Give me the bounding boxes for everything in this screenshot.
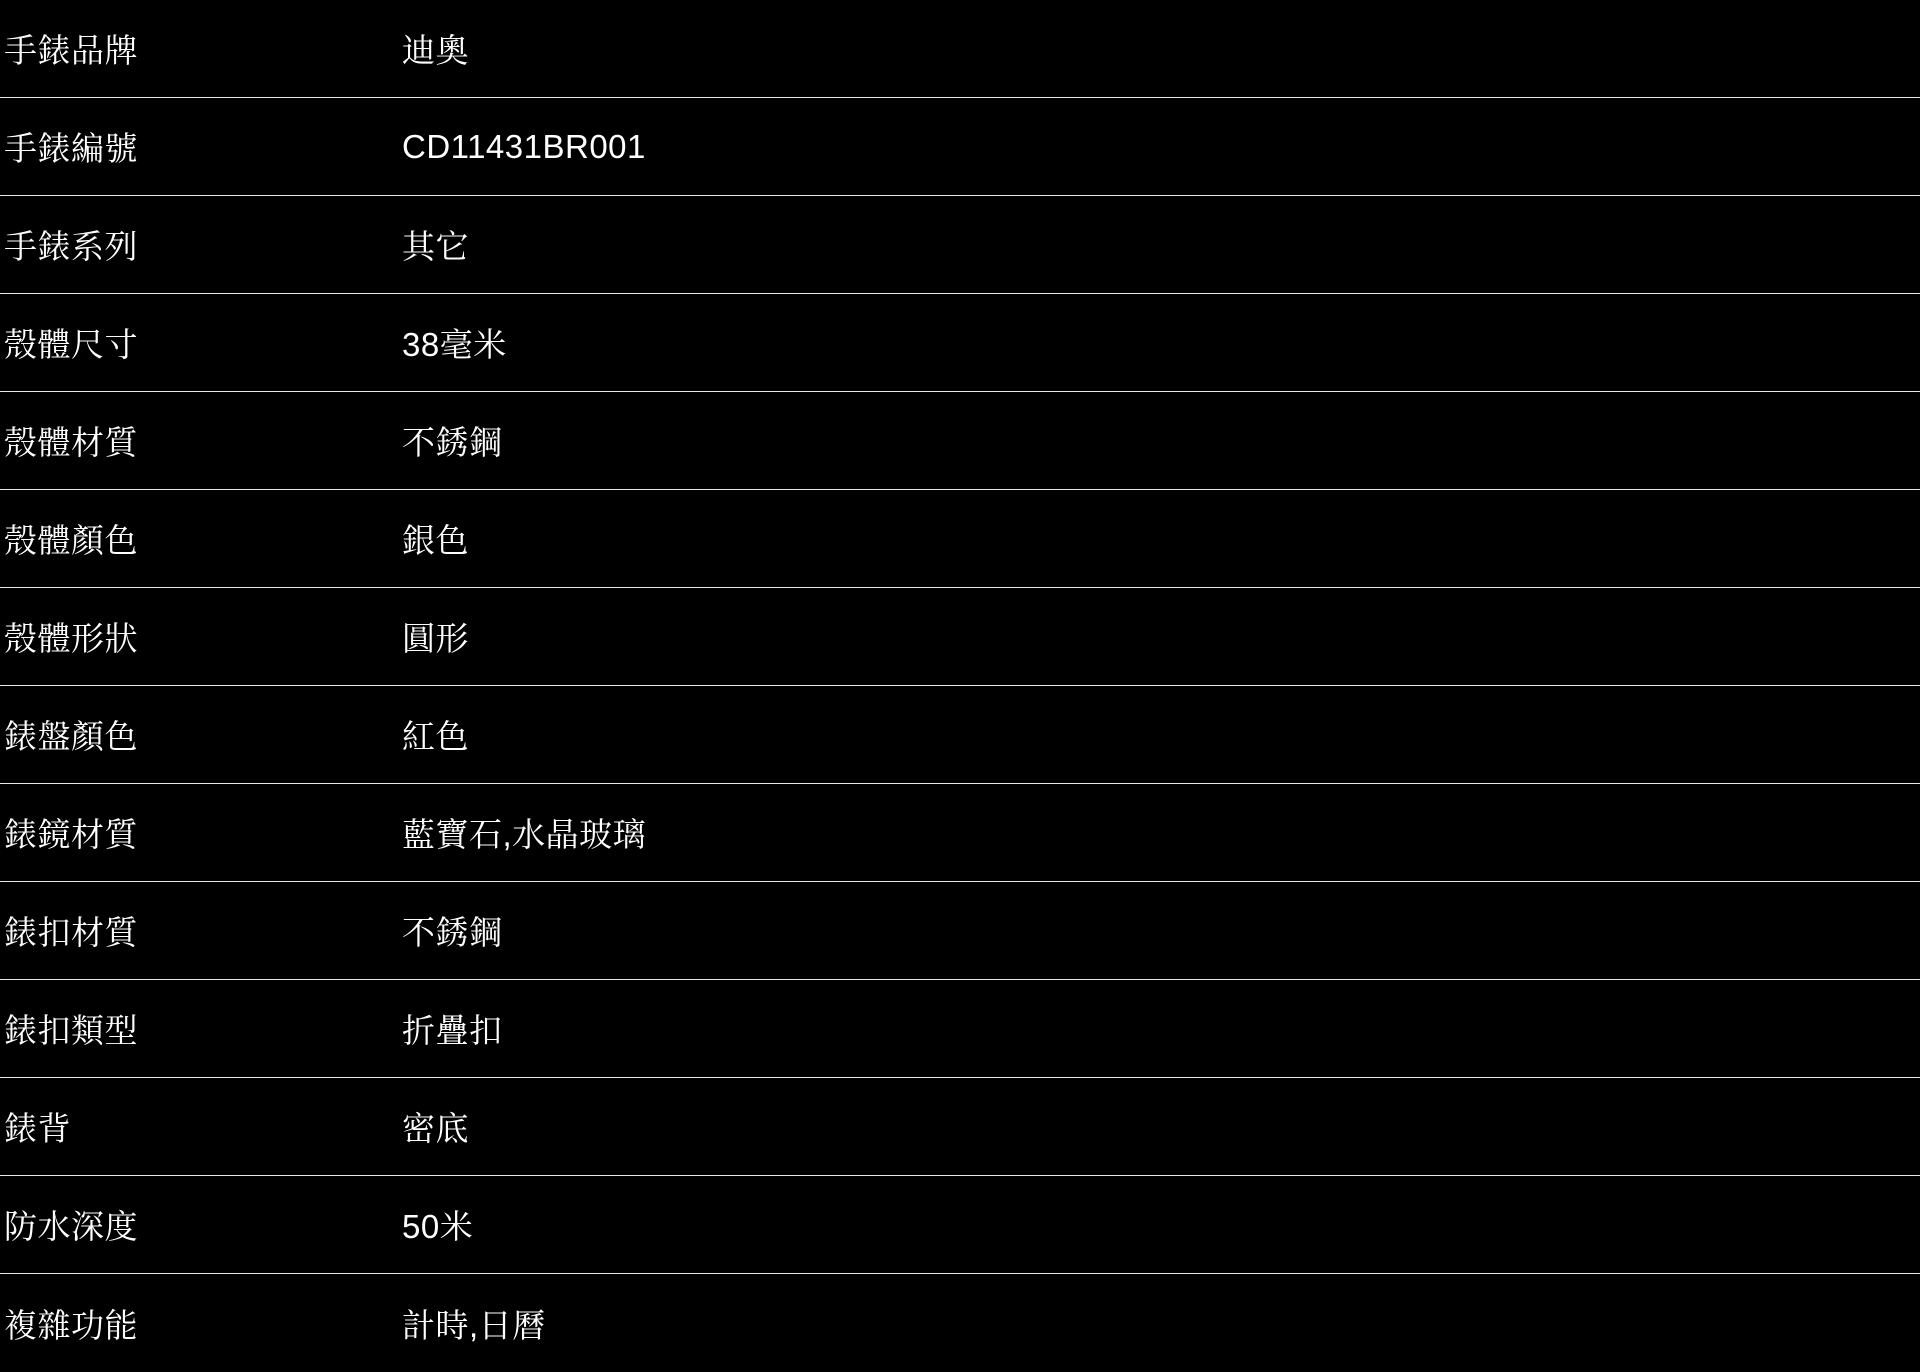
spec-row	[0, 588, 1920, 686]
spec-row	[0, 980, 1920, 1078]
spec-label: 錶扣類型	[4, 1012, 138, 1049]
spec-row	[0, 1274, 1920, 1372]
spec-label: 錶鏡材質	[4, 816, 138, 853]
spec-row	[0, 98, 1920, 196]
spec-value: 不銹鋼	[402, 424, 503, 461]
spec-value: 折疊扣	[402, 1012, 503, 1049]
spec-value: 計時,日曆	[402, 1306, 546, 1344]
spec-label: 複雜功能	[4, 1306, 138, 1344]
spec-row	[0, 392, 1920, 490]
spec-label: 殼體尺寸	[4, 326, 138, 363]
spec-label: 手錶編號	[4, 130, 138, 167]
spec-label: 錶扣材質	[4, 914, 138, 951]
spec-row	[0, 882, 1920, 980]
spec-value: 圓形	[402, 620, 469, 657]
spec-row	[0, 1078, 1920, 1176]
spec-label: 手錶系列	[4, 228, 138, 265]
spec-row	[0, 1176, 1920, 1274]
spec-value: 50米	[402, 1208, 474, 1245]
spec-value: 紅色	[402, 718, 469, 755]
spec-label: 錶背	[4, 1110, 71, 1147]
spec-label: 錶盤顏色	[4, 718, 138, 755]
spec-row	[0, 490, 1920, 588]
spec-label: 殼體材質	[4, 424, 138, 461]
spec-row	[0, 686, 1920, 784]
spec-row	[0, 784, 1920, 882]
spec-label: 殼體顏色	[4, 522, 138, 559]
spec-value: 銀色	[402, 522, 469, 559]
spec-label: 殼體形狀	[4, 620, 138, 657]
spec-row	[0, 196, 1920, 294]
spec-row	[0, 0, 1920, 98]
spec-value: 密底	[402, 1110, 469, 1147]
spec-value: 其它	[402, 228, 469, 265]
spec-value: 藍寶石,水晶玻璃	[402, 816, 647, 853]
spec-label: 防水深度	[4, 1208, 138, 1245]
spec-value: 不銹鋼	[402, 914, 503, 951]
spec-row	[0, 294, 1920, 392]
spec-value: 38毫米	[402, 326, 507, 363]
spec-label: 手錶品牌	[4, 32, 138, 69]
spec-value: CD11431BR001	[402, 127, 646, 165]
spec-value: 迪奧	[402, 32, 469, 69]
